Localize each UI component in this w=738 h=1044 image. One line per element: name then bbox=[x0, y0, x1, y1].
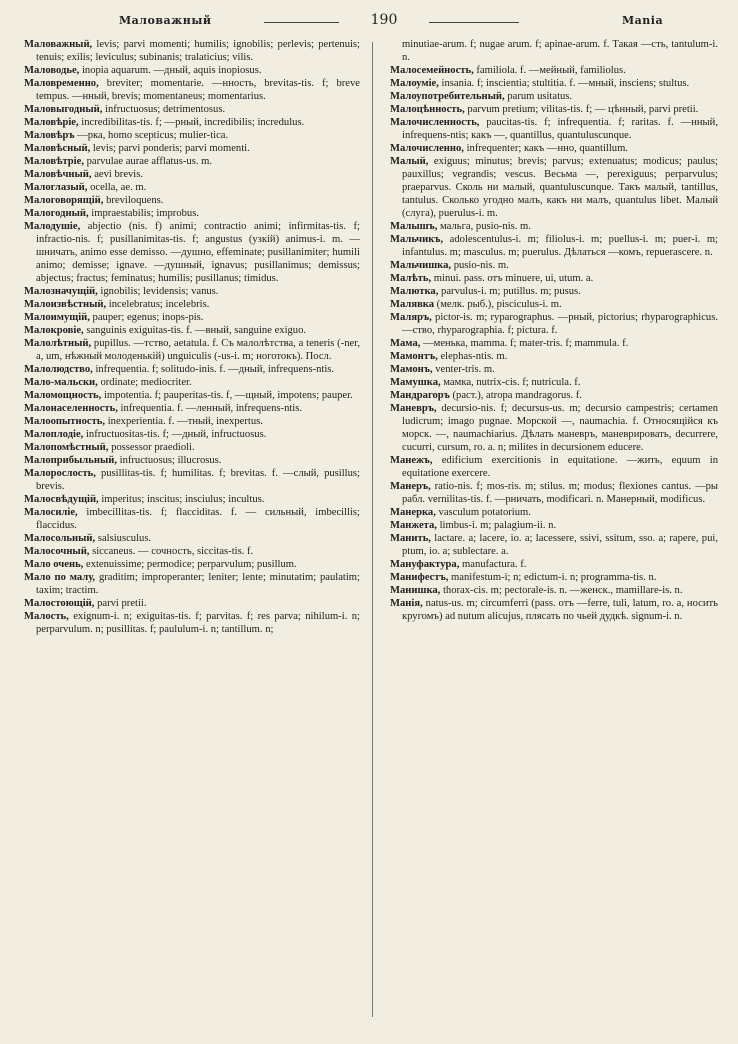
entry-definition: pupillus. —тство, aetatula. f. Съ малолѣтства, a teneris (-ner, a, um, нѣжный молоденькій) unguiculis (-us-i. m; ноготокъ). Посл. bbox=[36, 338, 360, 362]
entry-headword: Малостоющій, bbox=[24, 598, 95, 609]
dictionary-entry bbox=[390, 402, 718, 454]
entry-definition: siccaneus. — сочность, siccitas-tis. f. bbox=[89, 546, 254, 557]
entry-definition: imbecillitas-tis. f; flacciditas. f. — сильный, imbecillis; flaccidus. bbox=[36, 507, 360, 531]
entry-definition: impotentia. f; pauperitas-tis. f, —щный, impotens; pauper. bbox=[101, 390, 353, 401]
entry-headword: Малость, bbox=[24, 611, 69, 622]
entry-headword: Маневръ, bbox=[390, 403, 437, 414]
entry-headword: Малокровіе, bbox=[24, 325, 84, 336]
entry-headword: Мало очень, bbox=[24, 559, 84, 570]
dictionary-entry bbox=[24, 428, 360, 441]
entry-headword: Малѣть, bbox=[390, 273, 432, 284]
entry-headword: Мандрагоръ bbox=[390, 390, 450, 401]
dictionary-entry bbox=[24, 116, 360, 129]
entry-headword: Маловыгодный, bbox=[24, 104, 103, 115]
entry-definition: breviloquens. bbox=[103, 195, 164, 206]
entry-headword: Маловѣръ bbox=[24, 130, 75, 141]
entry-headword: Маляръ, bbox=[390, 312, 432, 323]
entry-definition: —менька, mamma. f; mater-tris. f; mammula. f. bbox=[420, 338, 629, 349]
entry-headword: Мало по малу, bbox=[24, 572, 96, 583]
dictionary-entry bbox=[390, 103, 718, 116]
entry-headword: Малютка, bbox=[390, 286, 439, 297]
running-head-right: Mania bbox=[622, 14, 664, 27]
entry-definition: limbus-i. m; palagium-ii. n. bbox=[436, 520, 557, 531]
dictionary-entry bbox=[390, 220, 718, 233]
dictionary-entry bbox=[24, 220, 360, 285]
dictionary-entry bbox=[24, 467, 360, 493]
page-header bbox=[24, 14, 718, 32]
dictionary-entry bbox=[24, 103, 360, 116]
entry-headword: Малоуміе, bbox=[390, 78, 439, 89]
entry-definition: incredibilitas-tis. f; —рный, incredibilis; incredulus. bbox=[78, 117, 305, 128]
dictionary-entry bbox=[24, 142, 360, 155]
entry-headword: Малоговорящій, bbox=[24, 195, 104, 206]
entry-headword: Малонаселенность, bbox=[24, 403, 118, 414]
entry-definition: inexperientia. f. —тный, inexpertus. bbox=[105, 416, 263, 427]
entry-definition: imperitus; inscitus; insciulus; incultus. bbox=[98, 494, 265, 505]
entry-definition: —рка, homo scepticus; mulier-tica. bbox=[74, 130, 229, 141]
entry-definition: familiola. f. —мейный, familiolus. bbox=[473, 65, 626, 76]
dictionary-entry bbox=[24, 402, 360, 415]
entry-headword: Манеръ, bbox=[390, 481, 431, 492]
dictionary-entry bbox=[24, 337, 360, 363]
dictionary-entry bbox=[24, 493, 360, 506]
entry-headword: Малорослость, bbox=[24, 468, 96, 479]
dictionary-entry bbox=[390, 142, 718, 155]
entry-headword: Малосиліе, bbox=[24, 507, 78, 518]
entry-headword: Мануфактура, bbox=[390, 559, 460, 570]
dictionary-entry bbox=[24, 77, 360, 103]
entry-definition: abjectio (nis. f) animi; contractio animi; infirmitas-tis. f; infractio-nis. f; pusillanimitas-tis. f; angustus (узкій) animus-i. m. —шничать, animo esse demisso. —душно, effeminate; pusillanimiter; humili animo; demisse; ignave. —душный, ignavus; pusillanimus; demissus; abjectus; fractus; feminatus; humilis; pusillanus; timidus. bbox=[36, 221, 360, 284]
dictionary-entry bbox=[390, 38, 718, 64]
dictionary-entry bbox=[390, 285, 718, 298]
entry-headword: Малочисленность, bbox=[390, 117, 480, 128]
entry-headword: Малолѣтный, bbox=[24, 338, 92, 349]
dictionary-entry bbox=[24, 324, 360, 337]
dictionary-entry bbox=[24, 168, 360, 181]
entry-headword: Манить, bbox=[390, 533, 431, 544]
dictionary-entry bbox=[390, 259, 718, 272]
dictionary-entry bbox=[390, 298, 718, 311]
entry-headword: Маловѣсный, bbox=[24, 143, 91, 154]
entry-definition: minui. pass. отъ minuere, ui, utum. a. bbox=[431, 273, 594, 284]
entry-headword: Малоупотребительный, bbox=[390, 91, 505, 102]
entry-headword: Малышъ, bbox=[390, 221, 438, 232]
entry-definition: insania. f; inscientia; stultitia. f. —мный, insciens; stultus. bbox=[438, 78, 690, 89]
dictionary-entry bbox=[390, 519, 718, 532]
entry-definition: exignum-i. n; exiguitas-tis. f; parvitas. f; res parva; nihilum-i. n; perparvulum. n; pusillitas. f; paululum-i. n; tantillum. n; bbox=[36, 611, 360, 635]
entry-definition: (мелк. рыб.), pisciculus-i. m. bbox=[434, 299, 562, 310]
entry-headword: Мальчикъ, bbox=[390, 234, 444, 245]
dictionary-entry bbox=[24, 597, 360, 610]
entry-definition: infrequenter; какъ —нно, quantillum. bbox=[463, 143, 628, 154]
entry-headword: Манифестъ, bbox=[390, 572, 449, 583]
entry-definition: breviter; momentarie. —нность, brevitas-tis. f; breve tempus. —нный, brevis; momentaneus; momentarius. bbox=[36, 78, 360, 102]
entry-definition: edificium exercitionis in equitatione. —жить, equum in equitatione exercere. bbox=[402, 455, 718, 479]
entry-headword: Мамушка, bbox=[390, 377, 441, 388]
entry-definition: adolescentulus-i. m; filiolus-i. m; puellus-i. m; puer-i. m; infantulus. m; masculus. m; puerulus. Дѣлаться —комъ, repuerascere. n. bbox=[402, 234, 718, 258]
entry-definition: infructuosus; illucrosus. bbox=[116, 455, 222, 466]
dictionary-entry bbox=[390, 311, 718, 337]
entry-definition: parvulus-i. m; putillus. m; pusus. bbox=[438, 286, 581, 297]
dictionary-entry bbox=[24, 558, 360, 571]
entry-definition: parvulae aurae afflatus-us. m. bbox=[83, 156, 213, 167]
dictionary-entry bbox=[24, 610, 360, 636]
dictionary-entry bbox=[24, 207, 360, 220]
entry-definition: (раст.), atropa mandragorus. f. bbox=[449, 390, 582, 401]
entry-headword: Малоизвѣстный, bbox=[24, 299, 107, 310]
entry-definition: infrequentia. f. —ленный, infrequens-ntis. bbox=[117, 403, 303, 414]
dictionary-entry bbox=[24, 129, 360, 142]
entry-definition: extenuissime; permodice; perparvulum; pusillum. bbox=[83, 559, 297, 570]
entry-definition: parvum pretium; vilitas-tis. f; — цѣнный, parvi pretii. bbox=[464, 104, 699, 115]
entry-definition: inopia aquarum. —дный, aquis inopiosus. bbox=[79, 65, 262, 76]
entry-headword: Малозначущій, bbox=[24, 286, 98, 297]
entry-headword: Манишка, bbox=[390, 585, 441, 596]
entry-headword: Малявка bbox=[390, 299, 435, 310]
entry-definition: possessor praedioli. bbox=[108, 442, 195, 453]
entry-headword: Манія, bbox=[390, 598, 423, 609]
dictionary-entry bbox=[390, 77, 718, 90]
dictionary-entry bbox=[390, 584, 718, 597]
entry-headword: Малогодный, bbox=[24, 208, 89, 219]
entry-headword: Малодушіе, bbox=[24, 221, 81, 232]
dictionary-entry bbox=[390, 233, 718, 259]
entry-headword: Малосвѣдущій, bbox=[24, 494, 99, 505]
entry-definition: lactare. a; lacere, io. a; lacessere, ssivi, ssitum, sso. a; rapere, pui, ptum, io. a; sublectare. a. bbox=[402, 533, 718, 557]
entry-definition: pauper; egenus; inops-pis. bbox=[89, 312, 204, 323]
entry-headword: Малоимущій, bbox=[24, 312, 90, 323]
entry-definition: parum usitatus. bbox=[504, 91, 573, 102]
entry-definition: venter-tris. m. bbox=[432, 364, 495, 375]
dictionary-entry bbox=[24, 532, 360, 545]
dictionary-entry bbox=[390, 90, 718, 103]
entry-headword: Манерка, bbox=[390, 507, 436, 518]
dictionary-entry bbox=[24, 38, 360, 64]
entry-headword: Маловѣчный, bbox=[24, 169, 92, 180]
entry-headword: Мамонъ, bbox=[390, 364, 433, 375]
entry-definition: pusillitas-tis. f; humilitas. f; brevitas. f. —слый, pusillus; brevis. bbox=[36, 468, 360, 492]
dictionary-entry bbox=[390, 64, 718, 77]
dictionary-entry bbox=[390, 532, 718, 558]
entry-definition: ocella, ae. m. bbox=[87, 182, 147, 193]
dictionary-entry bbox=[390, 272, 718, 285]
entry-headword: Маловодье, bbox=[24, 65, 80, 76]
entry-headword: Малоопытность, bbox=[24, 416, 106, 427]
entry-headword: Малоплодіе, bbox=[24, 429, 84, 440]
dictionary-entry bbox=[390, 506, 718, 519]
dictionary-entry bbox=[24, 155, 360, 168]
entry-definition: infructuositas-tis. f; —дный, infructuosus. bbox=[83, 429, 267, 440]
entry-definition: parvi pretii. bbox=[94, 598, 147, 609]
entry-headword: Малосемейность, bbox=[390, 65, 474, 76]
right-column bbox=[390, 38, 718, 623]
entry-headword: Малоглазый, bbox=[24, 182, 88, 193]
dictionary-entry bbox=[24, 194, 360, 207]
entry-headword: Малоприбыльный, bbox=[24, 455, 117, 466]
entry-headword: Манжета, bbox=[390, 520, 437, 531]
entry-definition: decursio-nis. f; decursus-us. m; decursio campestris; certamen ludicrum; imago pugnae. Морской —, naumachia. f. Относящійся къ морск. —, naumachiarius. Дѣлать маневръ, маневрировать, decurrere, cucurri, cursum, ro. a. n; milites in decursionem educere. bbox=[402, 403, 718, 453]
entry-definition: sanguinis exiguitas-tis. f. —вный, sanguine exiguo. bbox=[83, 325, 307, 336]
dictionary-entry bbox=[390, 363, 718, 376]
entry-definition: exiguus; minutus; brevis; parvus; extenuatus; modicus; paulus; pauxillus; vegrandis; vescus. Весьма —, perexiguus; perparvulus; praeparvus. Сколь ни малый, quantuluscunque. Такъ малый, tantillus, tantulus. Сколько угодно малъ, какъ ни малъ, quantulus libet. Малый (слуга), puerulus-i. m. bbox=[402, 156, 718, 219]
entry-headword: Малолюдство, bbox=[24, 364, 93, 375]
entry-headword: Малосольный, bbox=[24, 533, 96, 544]
dictionary-entry bbox=[24, 545, 360, 558]
dictionary-entry bbox=[24, 285, 360, 298]
dictionary-entry bbox=[390, 389, 718, 402]
entry-definition: pictor-is. m; ryparographus. —рный, pictorius; rhyparographicus. —ство, rhyparographia. f; pictura. f. bbox=[402, 312, 718, 336]
entry-definition: salsiusculus. bbox=[95, 533, 152, 544]
dictionary-entry bbox=[24, 376, 360, 389]
entry-definition: manufactura. f. bbox=[459, 559, 527, 570]
entry-definition: manifestum-i; n; edictum-i. n; programma-tis. n. bbox=[448, 572, 657, 583]
header-rule-right bbox=[429, 22, 519, 23]
entry-headword: Мало-мальски, bbox=[24, 377, 98, 388]
entry-definition: ratio-nis. f; mos-ris. m; stilus. m; modus; flexiones cantus. —ры рабл. vernilitas-tis. f. —рничать, modificari. n. Манерный, modificus. bbox=[402, 481, 718, 505]
dictionary-entry bbox=[390, 597, 718, 623]
entry-definition: incelebratus; incelebris. bbox=[106, 299, 210, 310]
entry-definition: мальга, pusio-nis. m. bbox=[437, 221, 531, 232]
entry-definition: pusio-nis. m. bbox=[451, 260, 509, 271]
dictionary-entry bbox=[390, 116, 718, 142]
dictionary-entry bbox=[390, 376, 718, 389]
dictionary-entry bbox=[24, 415, 360, 428]
entry-definition: aevi brevis. bbox=[91, 169, 144, 180]
dictionary-entry bbox=[24, 311, 360, 324]
column-divider bbox=[372, 42, 373, 1017]
entry-definition: мамка, nutrix-cis. f; nutricula. f. bbox=[440, 377, 581, 388]
entry-headword: Маловажный, bbox=[24, 39, 93, 50]
entry-definition: graditim; improperanter; leniter; lente; minutatim; paulatim; taxim; tractim. bbox=[36, 572, 360, 596]
entry-definition: natus-us. m; circumferri (pass. отъ —ferre, tuli, latum, ro. a, носить кругомъ) ad nutum alicujus, плясать по чьей дудкѣ. signum-i. n. bbox=[402, 598, 718, 622]
entry-definition: thorax-cis. m; pectorale-is. n. —женск., mamillare-is. n. bbox=[440, 585, 683, 596]
entry-definition: levis; parvi ponderis; parvi momenti. bbox=[90, 143, 250, 154]
entry-definition: infructuosus; detrimentosus. bbox=[102, 104, 226, 115]
dictionary-entry bbox=[390, 558, 718, 571]
entry-definition: infrequentia. f; solitudo-inis. f. —дный, infrequens-ntis. bbox=[92, 364, 335, 375]
entry-definition: ignobilis; levidensis; vanus. bbox=[97, 286, 219, 297]
running-head-left: Маловажный bbox=[119, 14, 212, 27]
dictionary-entry bbox=[24, 441, 360, 454]
entry-headword: Малочисленно, bbox=[390, 143, 464, 154]
entry-headword: Манежъ, bbox=[390, 455, 433, 466]
entry-headword: Мальчишка, bbox=[390, 260, 452, 271]
dictionary-entry bbox=[390, 571, 718, 584]
dictionary-entry bbox=[24, 181, 360, 194]
entry-headword: Маловѣтріе, bbox=[24, 156, 84, 167]
entry-definition: levis; parvi momenti; humilis; ignobilis; perlevis; pertenuis; tenuis; exilis; leviculus; subinanis; tralaticius; vilis. bbox=[36, 39, 360, 63]
dictionary-entry bbox=[24, 363, 360, 376]
dictionary-entry bbox=[24, 454, 360, 467]
dictionary-entry bbox=[390, 155, 718, 220]
dictionary-entry bbox=[24, 506, 360, 532]
dictionary-entry bbox=[390, 337, 718, 350]
entry-headword: Малый, bbox=[390, 156, 429, 167]
entry-definition: vasculum potatorium. bbox=[435, 507, 531, 518]
entry-headword: Мама, bbox=[390, 338, 421, 349]
entry-definition: impraestabilis; improbus. bbox=[88, 208, 199, 219]
dictionary-entry bbox=[390, 454, 718, 480]
page-number: 190 bbox=[370, 12, 398, 28]
entry-headword: Мамонтъ, bbox=[390, 351, 438, 362]
entry-definition: ordinate; mediocriter. bbox=[97, 377, 192, 388]
entry-definition: paucitas-tis. f; infrequentia. f; raritas. f. —нный, infrequens-ntis; какъ —, quantillus, quantuluscunque. bbox=[402, 117, 718, 141]
entry-definition: elephas-ntis. m. bbox=[437, 351, 508, 362]
entry-definition: minutiae-arum. f; nugae arum. f; apinae-arum. f. Такая —сть, tantulum-i. n. bbox=[402, 39, 718, 63]
dictionary-entry bbox=[24, 64, 360, 77]
dictionary-entry bbox=[24, 389, 360, 402]
entry-headword: Малопомѣстный, bbox=[24, 442, 109, 453]
dictionary-entry bbox=[390, 350, 718, 363]
dictionary-entry bbox=[390, 480, 718, 506]
entry-headword: Малоцѣнность, bbox=[390, 104, 465, 115]
entry-headword: Маловременно, bbox=[24, 78, 99, 89]
left-column bbox=[24, 38, 360, 636]
entry-headword: Маломощность, bbox=[24, 390, 102, 401]
dictionary-entry bbox=[24, 298, 360, 311]
entry-headword: Малосочный, bbox=[24, 546, 90, 557]
entry-headword: Маловѣріе, bbox=[24, 117, 79, 128]
dictionary-entry bbox=[24, 571, 360, 597]
